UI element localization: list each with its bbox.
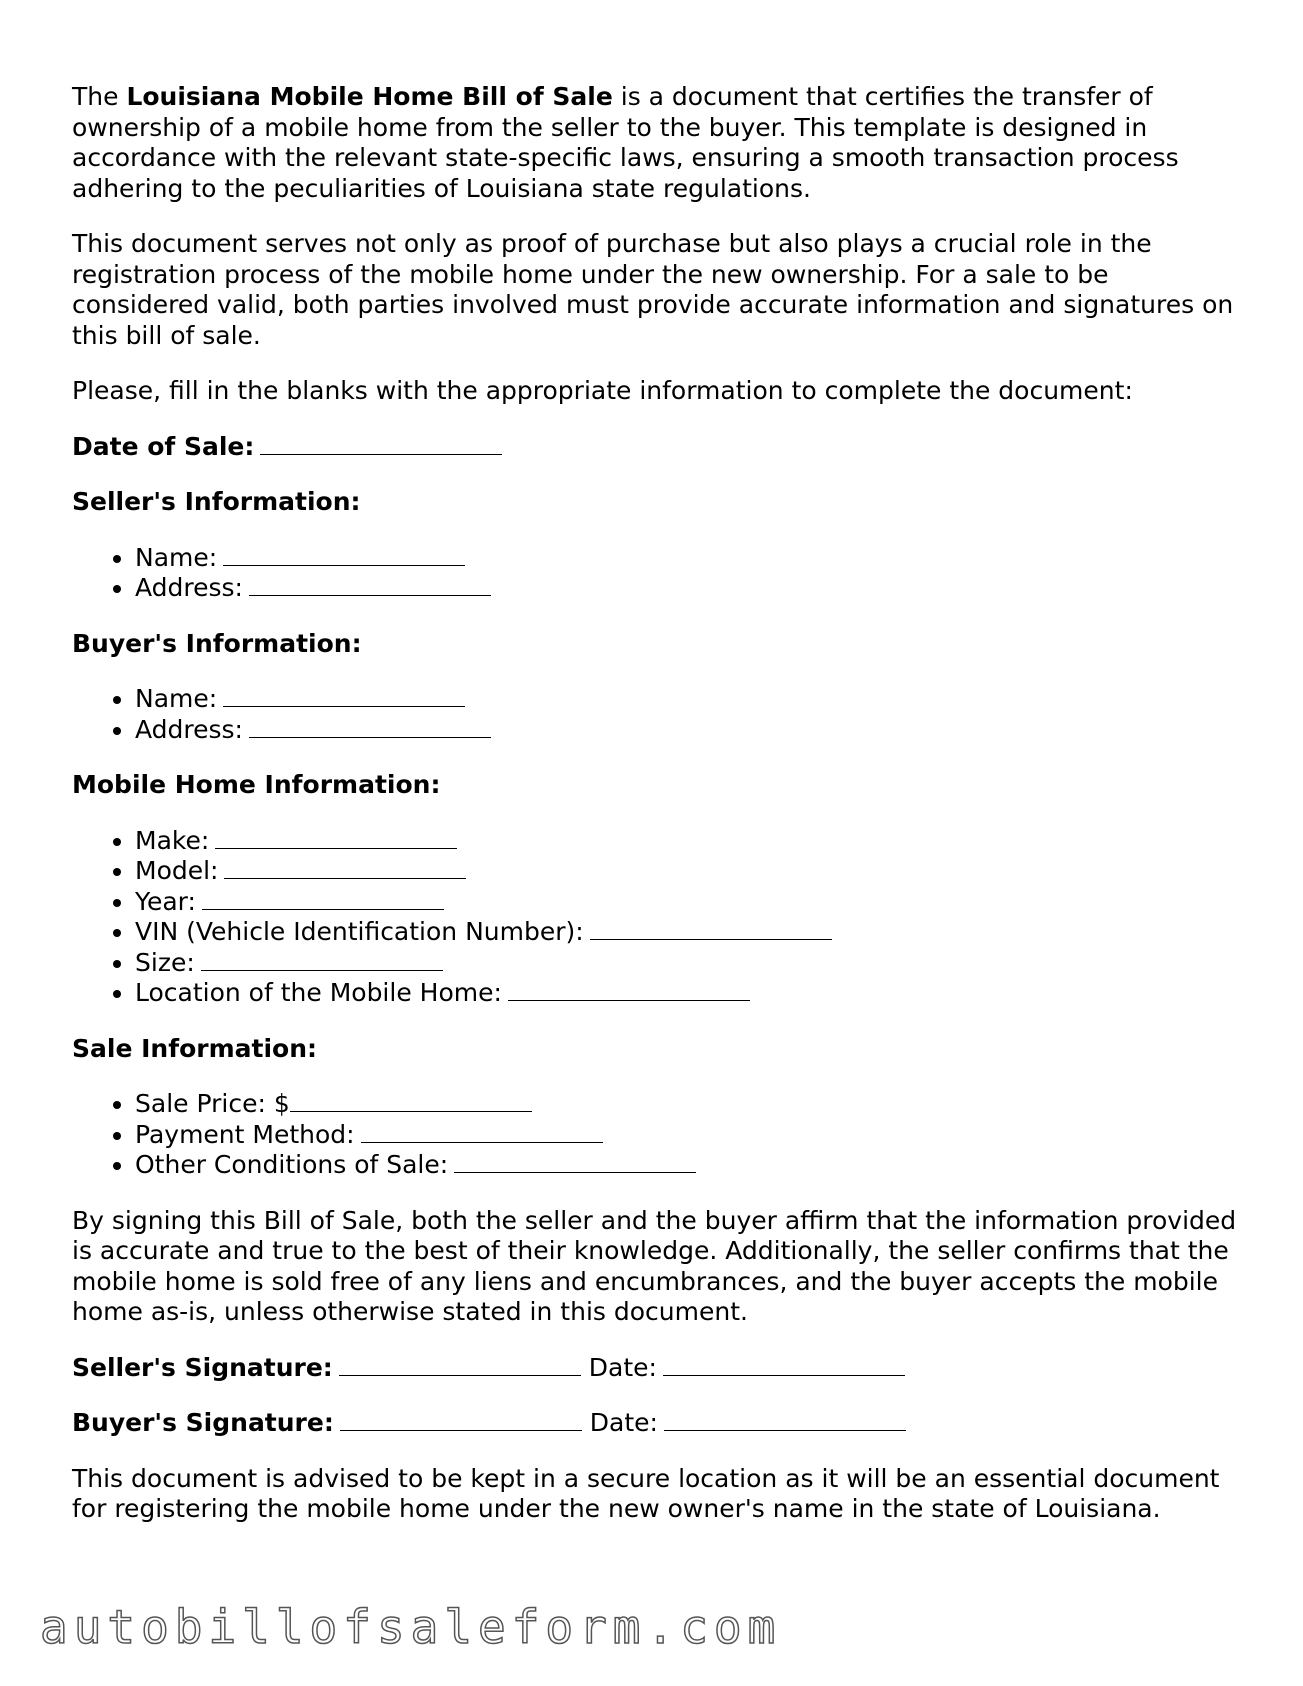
payment-method-field[interactable] [361,1120,603,1143]
year-label: Year: [135,886,196,916]
date-of-sale-row [72,432,1237,463]
list-item [135,1089,1237,1120]
seller-name-label: Name: [135,542,218,572]
seller-date-label: Date: [588,1352,657,1382]
buyer-date-label: Date: [589,1408,658,1437]
list-item [135,948,1237,979]
seller-heading: Seller's Information: [72,487,361,516]
list-item [135,684,1237,715]
buyer-name-field[interactable] [223,684,465,707]
list-item [135,543,1237,574]
seller-date-field[interactable] [663,1353,905,1376]
sale-fields [72,1089,1237,1181]
seller-fields [72,543,1237,604]
buyer-name-label: Name: [135,684,218,713]
vin-field[interactable] [590,917,832,940]
mobile-home-fields [72,826,1237,1009]
intro-suffix: is a document that certifies the transfer of ownership of a mobile home from the seller to the buyer. This template is designed in accordance with the relevant state-specific laws, ensuring a smooth transaction process adhering to the peculiarities of Louisiana state regulations. [72,82,1179,203]
seller-signature-row [72,1353,1237,1384]
sale-heading: Sale Information: [72,1033,317,1063]
other-conditions-label: Other Conditions of Sale: [135,1150,449,1179]
date-of-sale-label: Date of Sale: [72,431,255,461]
model-label: Model: [135,856,219,885]
year-field[interactable] [202,887,444,910]
date-of-sale-field[interactable] [260,432,502,455]
intro-paragraph [72,82,1237,204]
purpose-paragraph: This document serves not only as proof of purchase but also plays a crucial role in the registration process of the mobile home under the new ownership. For a sale to be considered valid, both parties involved must provide accurate information and signatures on this bill of sale. [72,229,1234,350]
buyer-date-field[interactable] [664,1408,906,1431]
seller-address-label: Address: [135,573,243,602]
site-watermark: autobillofsaleform.com [40,1600,782,1654]
list-item [135,978,1237,1009]
document-title: Louisiana Mobile Home Bill of Sale [126,82,613,111]
list-item [135,856,1237,887]
sale-price-field[interactable] [290,1089,532,1112]
location-field[interactable] [508,978,750,1001]
document-body [72,82,1237,1550]
size-field[interactable] [201,948,443,971]
buyer-signature-row [72,1408,1237,1439]
buyer-heading: Buyer's Information: [72,628,362,658]
instructions-paragraph: Please, fill in the blanks with the appropriate information to complete the document: [72,376,1133,405]
location-label: Location of the Mobile Home: [135,978,502,1007]
seller-name-field[interactable] [223,543,465,566]
make-label: Make: [135,825,210,855]
size-label: Size: [135,947,195,977]
list-item [135,1150,1237,1181]
make-field[interactable] [215,826,457,849]
seller-signature-label: Seller's Signature: [72,1352,333,1382]
closing-paragraph: This document is advised to be kept in a secure location as it will be an essential document for registering the mobile home under the new owner's name in the state of Louisiana. [72,1463,1220,1523]
seller-signature-field[interactable] [339,1353,581,1376]
payment-method-label: Payment Method: [135,1119,355,1149]
list-item [135,887,1237,918]
list-item [135,826,1237,857]
list-item [135,573,1237,604]
vin-label: VIN (Vehicle Identification Number): [135,917,584,946]
intro-prefix: The [72,82,127,111]
buyer-address-label: Address: [135,714,243,744]
list-item [135,715,1237,746]
mobile-home-heading: Mobile Home Information: [72,770,441,799]
buyer-fields [72,684,1237,745]
sale-price-label: Sale Price: $ [135,1089,290,1118]
list-item [135,1120,1237,1151]
buyer-signature-field[interactable] [340,1408,582,1431]
buyer-address-field[interactable] [249,715,491,738]
buyer-signature-label: Buyer's Signature: [72,1408,334,1437]
seller-address-field[interactable] [249,573,491,596]
model-field[interactable] [224,856,466,879]
list-item [135,917,1237,948]
affirmation-paragraph: By signing this Bill of Sale, both the seller and the buyer affirm that the information provided is accurate and true to the best of their knowledge. Additionally, the seller confirms that the mobile home is sold free of any liens and encumbrances, and the buyer accepts the mobile home as-is, unless otherwise stated in this document. [72,1205,1237,1326]
other-conditions-field[interactable] [454,1150,696,1173]
